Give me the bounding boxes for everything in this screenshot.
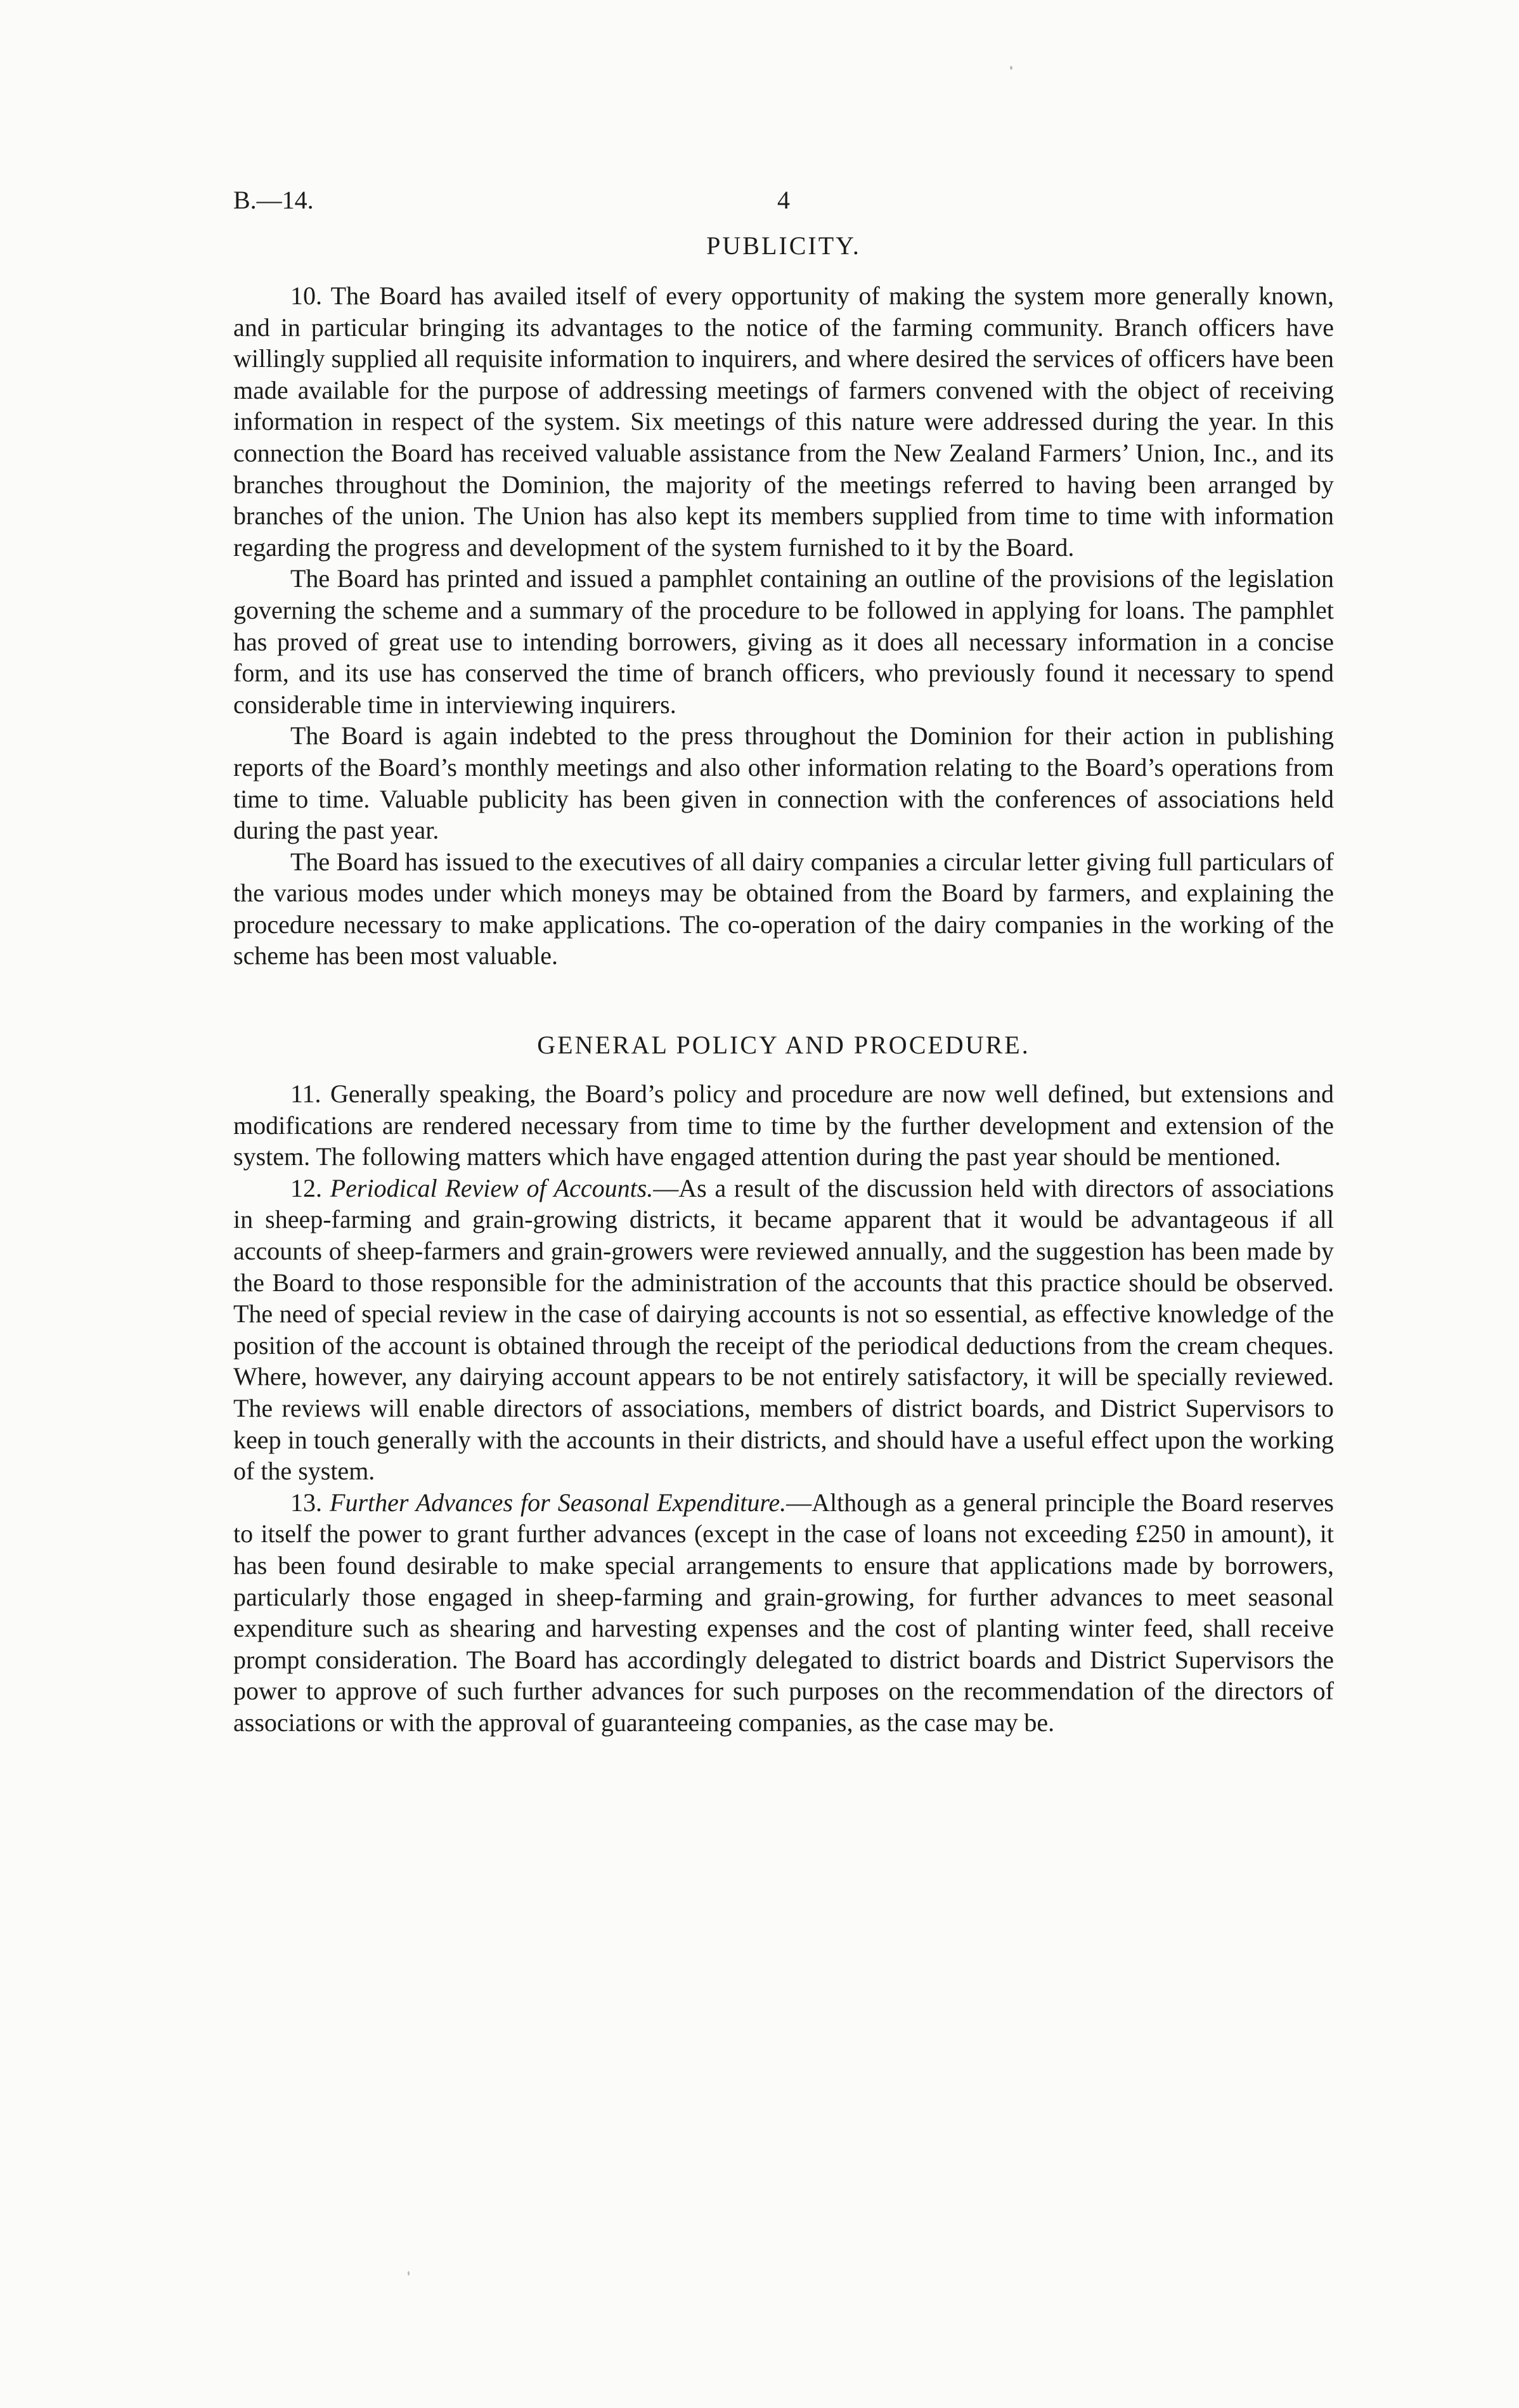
page-number: 4 <box>777 186 790 214</box>
section-heading-publicity: PUBLICITY. <box>706 231 861 260</box>
page-body <box>233 228 1334 1739</box>
paragraph-dairy-companies <box>233 846 1334 972</box>
paragraph-number: 13. <box>290 1488 322 1517</box>
paper-speck <box>408 2271 410 2276</box>
paragraph-pamphlet <box>233 563 1334 720</box>
paragraph-text: The Board has availed itself of every opportunity of making the system more generally known, and in particular bringing its advantages to the notice of the farming community. Branch officers have willingly supplied all requisite information to inquirers, and where desired the services of officers have been made available for the purpose of addressing meetings of farmers convened with the object of receiving information in respect of the system. Six meetings of this nature were addressed during the year. In this connection the Board has received valuable assistance from the New Zealand Farmers’ Union, Inc., and its branches throughout the Dominion, the majority of the meetings referred to having been arranged by branches of the union. The Union has also kept its members supplied from time to time with information regarding the progress and development of the system furnished to it by the Board. <box>233 281 1334 562</box>
paragraph-text: —As a result of the discussion held with directors of associations in sheep-farming and grain-growing districts, it became apparent that it would be advantageous if all accounts of sheep-farmers and grain-growers were reviewed annually, and the suggestion has been made by the Board to those responsible for the administration of the accounts that this practice should be observed. The need of special review in the case of dairying accounts is not so essential, as effective knowledge of the position of the account is obtained through the receipt of the periodical deductions from the cream cheques. Where, however, any dairying account appears to be not entirely satisfactory, it will be specially reviewed. The reviews will enable directors of associations, members of district boards, and District Supervisors to keep in touch generally with the accounts in their districts, and should have a useful effect upon the working of the system. <box>233 1173 1335 1486</box>
paragraph-text: The Board is again indebted to the press throughout the Dominion for their action in publishing reports of the Board’s monthly meetings and also other information relating to the Board’s operations from time to time. Valuable publicity has been given in connection with the conferences of associations held during the past year. <box>233 721 1334 845</box>
running-head <box>233 181 1334 219</box>
paragraph-number: 11. <box>290 1079 321 1109</box>
paragraph-press <box>233 720 1334 846</box>
paragraph-text: The Board has issued to the executives of all dairy companies a circular letter giving full particulars of the various modes under which moneys may be obtained from the Board by farmers, and explaining the procedure necessary to make applications. The co-operation of the dairy companies in the working of the scheme has been most valuable. <box>233 847 1334 970</box>
document-reference: B.—14. <box>233 186 314 214</box>
paper-speck <box>1010 66 1012 70</box>
paragraph-text: The Board has printed and issued a pamphlet containing an outline of the provisions of the legislation governing the scheme and a summary of the procedure to be followed in applying for loans. The pamphlet has proved of great use to intending borrowers, giving as it does all necessary information in a concise form, and its use has conserved the time of branch officers, who previously found it necessary to spend considerable time in interviewing inquirers. <box>233 564 1334 719</box>
paragraph-title: Further Advances for Seasonal Expenditure. <box>330 1488 787 1517</box>
paragraph-text: —Although as a general principle the Board reserves to itself the power to grant further advances (except in the case of loans not exceeding £250 in amount), it has been found desirable to make special arrangements to ensure that applications made by borrowers, particularly those engaged in sheep-farming and grain-growing, for further advances to meet seasonal expenditure such as shearing and harvesting expenses and the cost of planting winter feed, shall receive prompt consideration. The Board has accordingly delegated to district boards and District Supervisors the power to approve of such further advances for such purposes on the recommendation of the directors of associations or with the approval of guaranteeing companies, as the case may be. <box>233 1488 1334 1737</box>
paragraph-title: Periodical Review of Accounts. <box>330 1173 654 1202</box>
paragraph-text: Generally speaking, the Board’s policy and procedure are now well defined, but extensions and modifications are rendered necessary from time to time by the further development and extension of the system. The following matters which have engaged attention during the past year should be mentioned. <box>233 1079 1334 1171</box>
paragraph-number: 10. <box>290 281 322 310</box>
section-heading-general-policy: GENERAL POLICY AND PROCEDURE. <box>537 1031 1030 1060</box>
paragraph-number: 12. <box>290 1173 322 1202</box>
paragraph-10 <box>233 280 1334 563</box>
paragraph-12 <box>233 1173 1334 1487</box>
paragraph-11 <box>233 1078 1334 1173</box>
paragraph-13 <box>233 1487 1334 1739</box>
